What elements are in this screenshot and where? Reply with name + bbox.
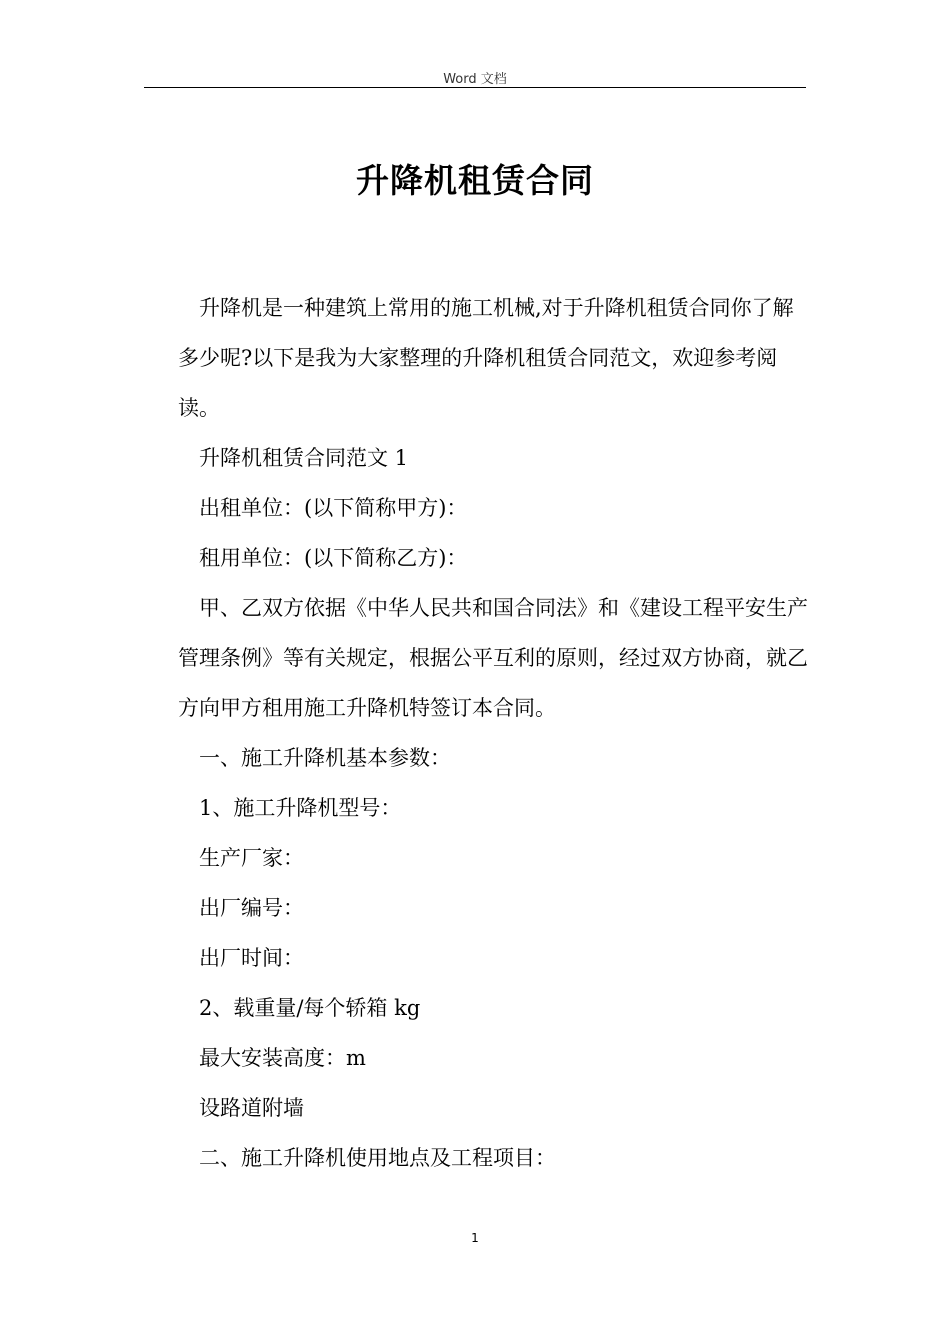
list-item: 出厂时间： [199,946,304,970]
lessee-line: 租用单位：(以下简称乙方)： [199,546,468,570]
header-divider [144,87,806,88]
document-title: 升降机租赁合同 [356,161,594,200]
header-label: Word 文档 [443,72,507,87]
list-item: 出厂编号： [199,896,304,920]
list-item: 1、施工升降机型号： [199,796,402,820]
intro-paragraph: 升降机是一种建筑上常用的施工机械,对于升降机租赁合同你了解多少呢?以下是我为大家整理的升降机租赁合同范文，欢迎参考阅读。 [178,296,794,420]
lessor-line: 出租单位：(以下简称甲方)： [199,496,468,520]
list-item: 2、载重量/每个轿箱 kg [199,996,421,1020]
page-number: 1 [471,1231,479,1245]
document-body [178,283,808,1183]
section-heading: 升降机租赁合同范文 1 [199,446,409,470]
agreement-paragraph: 甲、乙双方依据《中华人民共和国合同法》和《建设工程平安生产管理条例》等有关规定，根据公平互利的原则，经过双方协商，就乙方向甲方租用施工升降机特签订本合同。 [178,596,808,720]
clause-heading: 二、施工升降机使用地点及工程项目： [199,1146,556,1170]
list-item: 生产厂家： [199,846,304,870]
clause-heading: 一、施工升降机基本参数： [199,746,451,770]
list-item: 最大安装高度：m [199,1046,366,1070]
list-item: 设路道附墙 [199,1096,304,1120]
